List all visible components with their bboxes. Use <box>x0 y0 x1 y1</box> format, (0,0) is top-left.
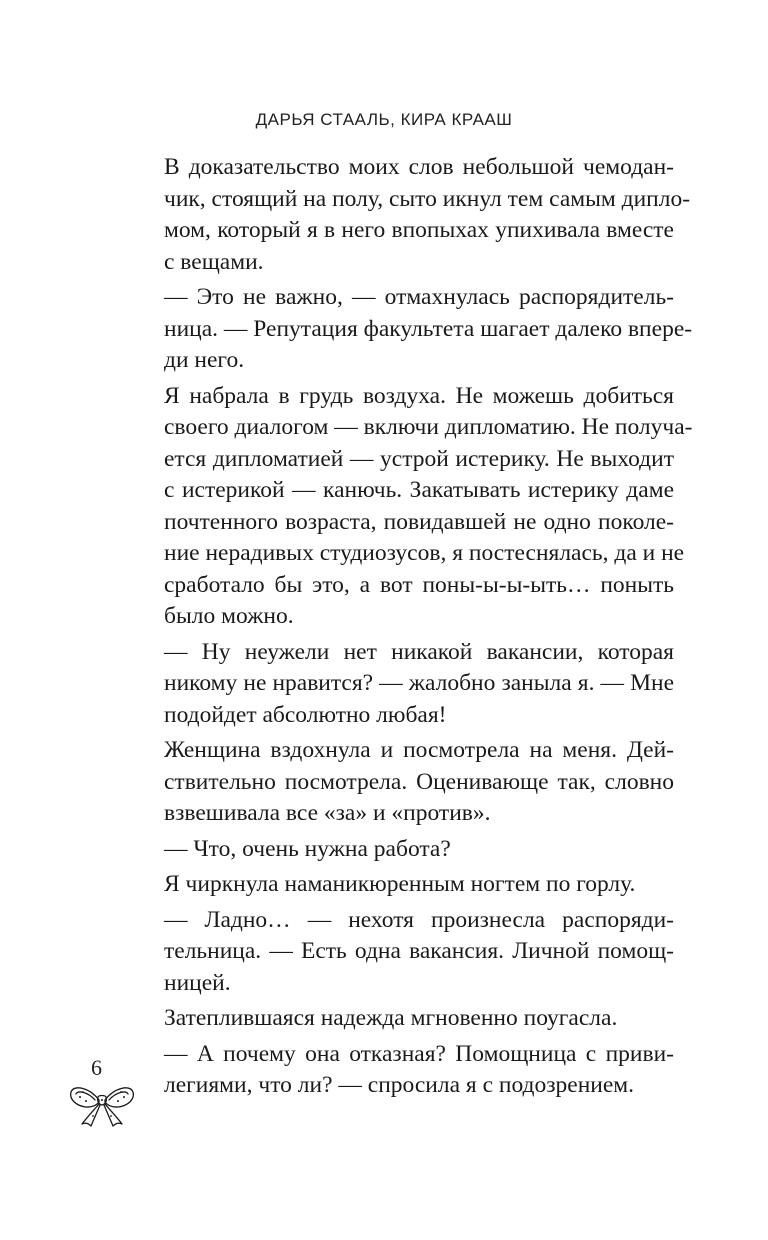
paragraph <box>164 869 674 901</box>
text-line: ница. — Репутация факультета шагает далеко впере- <box>164 315 693 342</box>
text-line: — Что, очень нужна работа? <box>164 835 451 862</box>
text-line: почтенного возраста, повидавшей не одно поколе- <box>164 508 674 535</box>
running-head: ДАРЬЯ СТААЛЬ, КИРА КРААШ <box>255 110 513 129</box>
paragraph <box>164 1003 674 1035</box>
body-text <box>164 152 693 1106</box>
text-line: — Это не важно, — отмахнулась распорядитель- <box>164 284 674 310</box>
text-line: — Ну неужели нет никакой вакансии, которая <box>164 638 674 665</box>
text-line: Затеплившаяся надежда мгновенно поугасла. <box>164 1005 618 1031</box>
paragraph <box>164 381 693 633</box>
text-line: своего диалогом — включи дипломатию. Не получа- <box>164 414 693 440</box>
paragraph <box>164 637 674 732</box>
text-line: — А почему она отказная? Помощница с приви- <box>164 1040 674 1067</box>
text-line: с истерикой — канючь. Закатывать истерику даме <box>164 477 674 503</box>
text-line: легиями, что ли? — спросила я с подозрением. <box>164 1072 635 1098</box>
paragraph <box>164 282 693 377</box>
bow-icon <box>66 1080 138 1128</box>
paragraph <box>164 834 674 866</box>
text-line: чик, стоящий на полу, сыто икнул тем самым дипло- <box>164 185 691 212</box>
text-line: никому не нравится? — жалобно заныла я. — Мне <box>164 670 674 696</box>
text-line: ницей. <box>164 969 231 996</box>
text-line: ние нерадивых студиозусов, я постеснялась, да и не <box>164 540 685 566</box>
paragraph <box>164 905 674 1000</box>
text-line: Я набрала в грудь воздуха. Не можешь добиться <box>164 382 674 409</box>
text-line: ется дипломатией — устрой истерику. Не выходит <box>164 445 674 472</box>
text-line: Я чиркнула наманикюренным ногтем по горлу. <box>164 871 636 897</box>
text-line: ствительно посмотрела. Оценивающе так, словно <box>164 768 674 795</box>
text-line: мом, который я в него впопыхах упихивала вместе <box>164 217 674 243</box>
page-number: 6 <box>91 1055 102 1080</box>
text-line: — Ладно… — нехотя произнесла распоряди- <box>164 906 674 933</box>
text-line: сработало бы это, а вот поны-ы-ы-ыть… поныть <box>164 571 674 598</box>
text-line: Женщина вздохнула и посмотрела на меня. Дей- <box>164 737 674 763</box>
paragraph <box>164 1039 674 1102</box>
text-line: ди него. <box>164 347 245 373</box>
paragraph <box>164 152 691 278</box>
text-line: с вещами. <box>164 248 264 275</box>
text-line: взвешивала все «за» и «против». <box>164 800 491 826</box>
paragraph <box>164 735 674 830</box>
text-line: было можно. <box>164 603 294 629</box>
text-line: тельница. — Есть одна вакансия. Личной помощ- <box>164 938 674 964</box>
text-line: В доказательство моих слов небольшой чемодан- <box>164 154 674 180</box>
text-line: подойдет абсолютно любая! <box>164 701 447 728</box>
